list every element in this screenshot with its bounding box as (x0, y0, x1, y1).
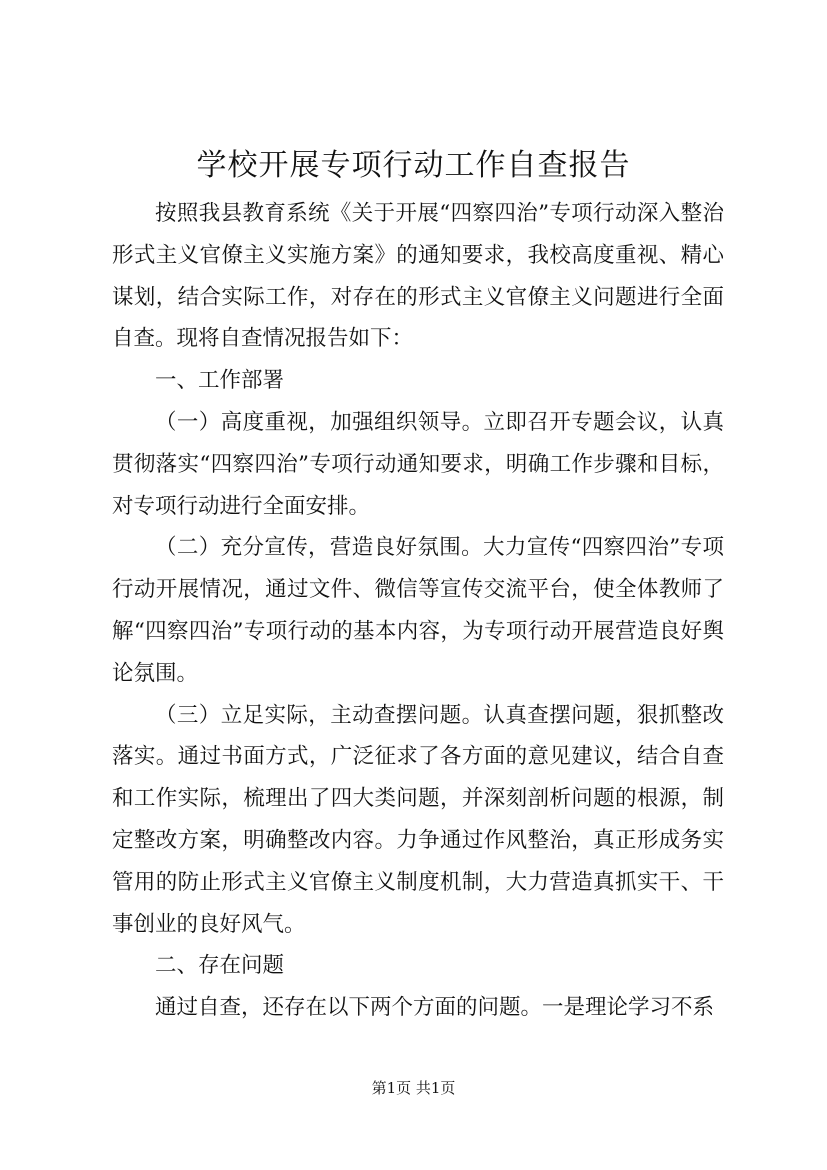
intro-paragraph: 按照我县教育系统《关于开展“四察四治”专项行动深入整治形式主义官僚主义实施方案》的通知要求，我校高度重视、精心谋划，结合实际工作，对存在的形式主义官僚主义问题进行全面自查。现将自查情况报告如下： (112, 201, 724, 352)
deployment-paragraph-2: （二）充分宣传，营造良好氛围。大力宣传“四察四治”专项行动开展情况，通过文件、微信等宣传交流平台，使全体教师了解“四察四治”专项行动的基本内容，为专项行动开展营造良好舆论氛围。 (112, 535, 724, 686)
document-title: 学校开展专项行动工作自查报告 (196, 148, 631, 183)
document-body (112, 193, 724, 1029)
problems-paragraph-1: 通过自查，还存在以下两个方面的问题。一是理论学习不系 (155, 995, 715, 1021)
deployment-paragraph-3: （三）立足实际，主动查摆问题。认真查摆问题，狠抓整改落实。通过书面方式，广泛征求了各方面的意见建议，结合自查和工作实际，梳理出了四大类问题，并深刻剖析问题的根源，制定整改方案，明确整改内容。力争通过作风整治，真正形成务实管用的防止形式主义官僚主义制度机制，大力营造真抓实干、干事创业的良好风气。 (112, 702, 724, 937)
deployment-paragraph-1: （一）高度重视，加强组织领导。立即召开专题会议，认真贯彻落实“四察四治”专项行动通知要求，明确工作步骤和目标，对专项行动进行全面安排。 (112, 409, 724, 519)
page-footer: 第1页 共1页 (371, 1079, 456, 1097)
section-heading-work-deployment: 一、工作部署 (155, 368, 285, 394)
section-heading-existing-problems: 二、存在问题 (155, 953, 285, 979)
